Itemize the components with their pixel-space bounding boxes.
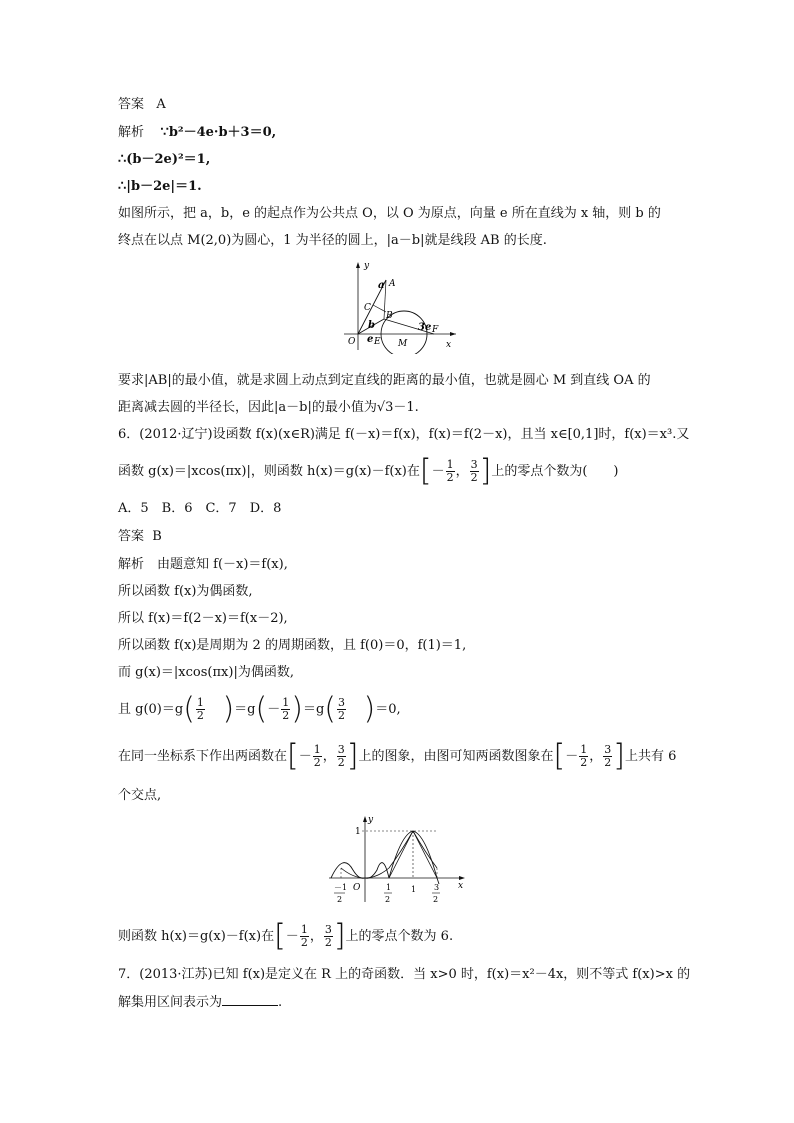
answer-value: A <box>156 97 166 112</box>
num: 1 <box>300 923 308 936</box>
solution-6-line-6: 且 g(0)＝g( $\frac{1}{2}$ )＝g(－ $\frac{1}{2}$ )＝g( $\frac{3}{2}$ )＝0, <box>118 691 401 727</box>
answer-label: 答案 <box>118 97 145 112</box>
question-6-tail: 上的零点个数为( ) <box>491 464 619 479</box>
solution-5-line-5: 终点在以点 M(2,0)为圆心，1 为半径的圆上，|a－b|就是线段 AB 的长度. <box>118 233 547 248</box>
den: 2 <box>338 709 345 722</box>
num: 1 <box>580 743 588 756</box>
fraction-half <box>446 459 455 484</box>
text: ＝0, <box>375 702 401 717</box>
fraction-half <box>313 744 322 769</box>
answer-6 <box>118 528 162 546</box>
answer-5 <box>118 96 166 114</box>
num: 3 <box>324 923 332 936</box>
fig1-vector-a: a <box>378 280 385 291</box>
fig1-x-label: x <box>446 340 452 350</box>
minus-sign: － <box>431 464 445 479</box>
num: 3 <box>337 743 345 756</box>
fig1-vector-e: e <box>367 334 374 345</box>
question-6-line-2: 函数 g(x)＝|xcos(πx)|，则函数 h(x)＝g(x)－f(x)在[－ $\frac{1}{2}$ ， $\frac{3}{2}$ ]上的零点个数为( ) <box>118 453 619 489</box>
fig1-vector-3e: 3e <box>418 322 432 333</box>
fraction-three-halves <box>470 459 479 484</box>
solution-text: ∵b²－4e·b＋3＝0, <box>160 125 277 140</box>
question-7-text: 解集用区间表示为 <box>118 995 223 1010</box>
num: 3 <box>338 696 345 709</box>
fig1-point-b: B <box>386 311 393 321</box>
den: 2 <box>580 756 588 769</box>
den: 2 <box>196 709 204 722</box>
den: 2 <box>300 936 308 949</box>
num: 1 <box>196 696 204 709</box>
fig2-neg-half-den: 2 <box>337 895 343 904</box>
fraction-three-halves <box>603 744 612 769</box>
question-7-line-2: 解集用区间表示为 . <box>118 995 283 1010</box>
text: ＝g <box>234 702 256 717</box>
fig1-point-e: E <box>374 337 381 347</box>
fig1-point-f: F <box>432 325 439 335</box>
answer-blank[interactable] <box>222 993 278 1006</box>
fig1-point-a: A <box>389 279 396 289</box>
solution-5-line-3: ∴|b－2e|＝1. <box>118 179 202 194</box>
f-curve <box>341 831 437 878</box>
fig1-point-c: C <box>364 303 371 313</box>
function-graph-figure <box>325 812 470 908</box>
fig1-vector-b: b <box>368 320 375 331</box>
question-6-text: 函数 g(x)＝|xcos(πx)|，则函数 h(x)＝g(x)－f(x)在 <box>118 464 420 479</box>
den: 2 <box>337 756 345 769</box>
fig1-point-m: M <box>398 339 408 349</box>
num: 1 <box>282 696 290 709</box>
minus-sign: － <box>285 929 299 944</box>
den: 2 <box>324 936 332 949</box>
fig2-three-halves-num: 3 <box>434 883 440 892</box>
fraction-half <box>196 697 205 722</box>
fig2-half-den: 2 <box>385 895 391 904</box>
fraction-three-halves <box>337 697 346 722</box>
text: ＝g <box>302 702 325 717</box>
num: 3 <box>470 458 478 471</box>
fig2-origin: O <box>353 883 361 893</box>
fraction-three-halves <box>337 744 346 769</box>
fig2-y-label: y <box>368 815 374 825</box>
solution-6-line-2: 所以函数 f(x)为偶函数, <box>118 584 253 599</box>
minus-sign: － <box>267 702 281 717</box>
question-7-line-1: 7．(2013·江苏)已知 f(x)是定义在 R 上的奇函数．当 x>0 时，f(x)＝x²－4x，则不等式 f(x)>x 的 <box>118 967 691 982</box>
solution-6-line-9: 则函数 h(x)＝g(x)－f(x)在[－ $\frac{1}{2}$ ， $\frac{3}{2}$ ]上的零点个数为 6. <box>118 918 454 954</box>
minus-sign: － <box>298 749 312 764</box>
solution-5-line-7: 距离减去圆的半径长，因此|a－b|的最小值为√3－1. <box>118 400 419 415</box>
num: 3 <box>604 743 612 756</box>
text: 上的零点个数为 6. <box>345 929 454 944</box>
question-6-choices: A．5 B．6 C．7 D．8 <box>118 501 282 516</box>
solution-6-line-8: 个交点, <box>118 788 162 803</box>
answer-label: 答案 <box>118 529 145 544</box>
text: 则函数 h(x)＝g(x)－f(x)在 <box>118 929 275 944</box>
text: 上共有 6 <box>624 749 677 764</box>
solution-5-line-2: ∴(b－2e)²＝1, <box>118 152 211 167</box>
solution-6-line-7: 在同一坐标系下作出两函数在[－ $\frac{1}{2}$ ， $\frac{3}{2}$ ]上的图象，由图可知两函数图象在[－ $\frac{1}{2}$ ， $\frac{3}{2}$ ]上共有 6 <box>118 738 677 774</box>
solution-label: 解析 <box>118 125 145 140</box>
den: 2 <box>313 756 321 769</box>
den: 2 <box>446 471 454 484</box>
fig2-y-one: 1 <box>355 827 361 837</box>
fig1-origin-label: O <box>348 337 356 347</box>
fraction-three-halves <box>324 924 333 949</box>
segment-cm <box>373 305 386 312</box>
text: 且 g(0)＝g <box>118 702 184 717</box>
den: 2 <box>282 709 290 722</box>
solution-5-line-1 <box>118 124 276 142</box>
vector-circle-figure <box>340 258 460 354</box>
solution-6-line-4: 所以函数 f(x)是周期为 2 的周期函数，且 f(0)＝0，f(1)＝1, <box>118 638 467 653</box>
fig2-three-halves-den: 2 <box>433 895 439 904</box>
den: 2 <box>604 756 612 769</box>
answer-value: B <box>152 529 162 544</box>
solution-6-line-5: 而 g(x)＝|xcos(πx)|为偶函数, <box>118 665 294 680</box>
solution-5-line-4: 如图所示，把 a，b，e 的起点作为公共点 O，以 O 为原点，向量 e 所在直线为 x 轴，则 b 的 <box>118 206 661 221</box>
fig2-x-one: 1 <box>411 885 417 894</box>
fraction-half <box>281 697 290 722</box>
text: 在同一坐标系下作出两函数在 <box>118 749 288 764</box>
question-6-line-1: 6．(2012·辽宁)设函数 f(x)(x∈R)满足 f(－x)＝f(x)，f(x)＝f(2－x)，且当 x∈[0,1]时，f(x)＝x³.又 <box>118 427 690 442</box>
den: 2 <box>470 471 478 484</box>
text: 上的图象，由图可知两函数图象在 <box>358 749 554 764</box>
fig2-half-num: 1 <box>386 883 392 892</box>
solution-6-line-3: 所以 f(x)＝f(2－x)＝f(x－2), <box>118 611 288 626</box>
fig1-y-label: y <box>364 261 370 271</box>
fraction-half <box>579 744 588 769</box>
fig2-neg-half-num: －1 <box>334 883 348 892</box>
minus-sign: － <box>565 749 579 764</box>
num: 1 <box>446 458 454 471</box>
solution-6-line-1: 解析 由题意知 f(－x)＝f(x), <box>118 557 288 572</box>
fraction-half <box>300 924 309 949</box>
g-curve <box>331 831 439 884</box>
num: 1 <box>313 743 321 756</box>
fig2-x-label: x <box>458 881 464 891</box>
solution-5-line-6: 要求|AB|的最小值，就是求圆上动点到定直线的距离的最小值，也就是圆心 M 到直线 OA 的 <box>118 373 651 388</box>
